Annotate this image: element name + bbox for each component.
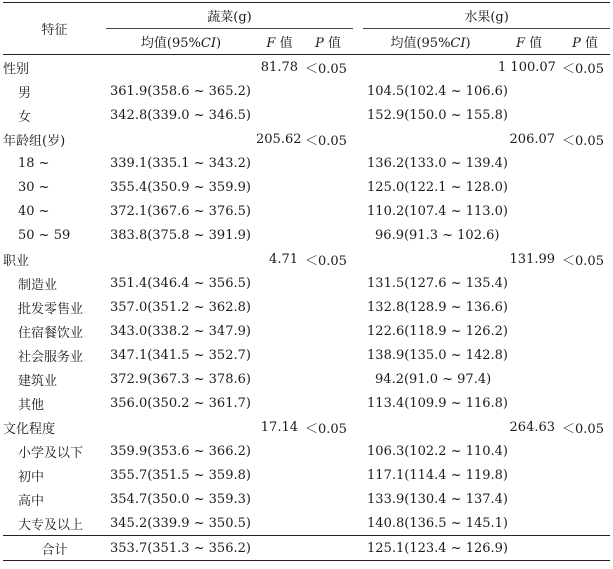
row-label: 50 ~ 59 bbox=[18, 227, 71, 243]
veg-f-value: 4.71 bbox=[269, 251, 298, 267]
row-label: 18 ~ bbox=[18, 155, 50, 171]
veg-f-value: 81.78 bbox=[260, 59, 298, 75]
table-row bbox=[3, 271, 610, 295]
group-label: 性别 bbox=[3, 61, 30, 77]
table-row bbox=[3, 79, 610, 103]
fruit-f-value: 131.99 bbox=[509, 251, 556, 267]
table-row bbox=[3, 487, 610, 511]
header-feature: 特征 bbox=[3, 3, 106, 55]
fruit-mean: 94.2(91.0 ~ 97.4) bbox=[375, 371, 492, 387]
table-row bbox=[3, 175, 610, 199]
row-label: 大专及以上 bbox=[18, 517, 84, 533]
fruit-mean: 138.9(135.0 ~ 142.8) bbox=[367, 347, 508, 363]
fruit-mean: 133.9(130.4 ~ 137.4) bbox=[367, 491, 508, 507]
fruit-mean: 96.9(91.3 ~ 102.6) bbox=[375, 227, 500, 243]
veg-mean: 361.9(358.6 ~ 365.2) bbox=[110, 83, 251, 99]
fruit-mean: 125.0(122.1 ~ 128.0) bbox=[367, 179, 508, 195]
row-label: 建筑业 bbox=[18, 373, 58, 389]
fruit-mean: 136.2(133.0 ~ 139.4) bbox=[367, 155, 508, 171]
veg-mean: 351.4(346.4 ~ 356.5) bbox=[110, 275, 251, 291]
group-row bbox=[3, 415, 610, 439]
group-row bbox=[3, 127, 610, 151]
veg-mean: 345.2(339.9 ~ 350.5) bbox=[110, 515, 251, 531]
fruit-mean: 117.1(114.4 ~ 119.8) bbox=[367, 467, 508, 483]
fruit-f-value: 1 100.07 bbox=[498, 59, 556, 75]
data-table bbox=[3, 2, 610, 561]
table-row bbox=[3, 223, 610, 247]
row-label: 批发零售业 bbox=[18, 301, 84, 317]
table-row bbox=[3, 511, 610, 536]
row-label: 40 ~ bbox=[18, 203, 50, 219]
veg-p-value: ＜0.05 bbox=[305, 61, 347, 77]
fruit-mean: 113.4(109.9 ~ 116.8) bbox=[367, 395, 508, 411]
veg-mean: 355.7(351.5 ~ 359.8) bbox=[110, 467, 251, 483]
veg-f-value: 205.62 bbox=[256, 131, 302, 147]
table-row bbox=[3, 343, 610, 367]
fruit-mean: 110.2(107.4 ~ 113.0) bbox=[367, 203, 508, 219]
table-row bbox=[3, 439, 610, 463]
row-label: 社会服务业 bbox=[18, 349, 84, 365]
fruit-p-value: ＜0.05 bbox=[562, 61, 604, 77]
veg-mean: 372.1(367.6 ~ 376.5) bbox=[110, 203, 251, 219]
veg-mean: 357.0(351.2 ~ 362.8) bbox=[110, 299, 251, 315]
fruit-p-value: ＜0.05 bbox=[562, 133, 604, 149]
veg-f-value: 17.14 bbox=[260, 419, 298, 435]
header-veg-group: 蔬菜(g) bbox=[106, 3, 353, 29]
header-fruit-f: F 值 bbox=[515, 36, 543, 51]
table-row bbox=[3, 463, 610, 487]
row-label: 初中 bbox=[18, 469, 45, 485]
header-fruit-p: P 值 bbox=[572, 36, 598, 51]
row-label: 制造业 bbox=[18, 277, 58, 293]
table-row bbox=[3, 367, 610, 391]
veg-p-value: ＜0.05 bbox=[305, 133, 347, 149]
veg-mean: 339.1(335.1 ~ 343.2) bbox=[110, 155, 251, 171]
group-label: 文化程度 bbox=[3, 421, 56, 437]
group-label: 年龄组(岁) bbox=[3, 133, 66, 149]
fruit-f-value: 206.07 bbox=[509, 131, 556, 147]
row-label: 女 bbox=[18, 109, 32, 125]
fruit-mean: 152.9(150.0 ~ 155.8) bbox=[367, 107, 508, 123]
veg-mean: 342.8(339.0 ~ 346.5) bbox=[110, 107, 251, 123]
veg-p-value: ＜0.05 bbox=[305, 253, 347, 269]
table-row bbox=[3, 151, 610, 175]
fruit-mean: 106.3(102.2 ~ 110.4) bbox=[367, 443, 508, 459]
table-row bbox=[3, 319, 610, 343]
veg-mean: 355.4(350.9 ~ 359.9) bbox=[110, 179, 251, 195]
fruit-p-value: ＜0.05 bbox=[562, 421, 604, 437]
veg-mean: 347.1(341.5 ~ 352.7) bbox=[110, 347, 251, 363]
total-row bbox=[3, 536, 610, 561]
row-label: 30 ~ bbox=[18, 179, 50, 195]
row-label: 其他 bbox=[18, 397, 45, 413]
table-row bbox=[3, 295, 610, 319]
veg-mean: 356.0(350.2 ~ 361.7) bbox=[110, 395, 251, 411]
header-fruit-mean: 均值(95%CI) bbox=[390, 36, 471, 51]
fruit-mean: 122.6(118.9 ~ 126.2) bbox=[367, 323, 508, 339]
fruit-p-value: ＜0.05 bbox=[562, 253, 604, 269]
total-fruit-mean: 125.1(123.4 ~ 126.9) bbox=[367, 540, 508, 556]
table-row bbox=[3, 199, 610, 223]
header-veg-mean: 均值(95%CI) bbox=[140, 36, 222, 51]
veg-mean: 354.7(350.0 ~ 359.3) bbox=[110, 491, 251, 507]
table-row bbox=[3, 103, 610, 127]
fruit-mean: 104.5(102.4 ~ 106.6) bbox=[367, 83, 508, 99]
header-veg-f: F 值 bbox=[266, 36, 293, 51]
veg-p-value: ＜0.05 bbox=[305, 421, 347, 437]
veg-mean: 372.9(367.3 ~ 378.6) bbox=[110, 371, 251, 387]
fruit-mean: 131.5(127.6 ~ 135.4) bbox=[367, 275, 508, 291]
table-body bbox=[3, 55, 610, 561]
row-label: 男 bbox=[18, 85, 32, 101]
total-label: 合计 bbox=[41, 542, 68, 558]
total-veg-mean: 353.7(351.3 ~ 356.2) bbox=[110, 540, 251, 556]
veg-mean: 359.9(353.6 ~ 366.2) bbox=[110, 443, 251, 459]
fruit-mean: 140.8(136.5 ~ 145.1) bbox=[367, 515, 508, 531]
table-row bbox=[3, 391, 610, 415]
veg-mean: 343.0(338.2 ~ 347.9) bbox=[110, 323, 251, 339]
row-label: 住宿餐饮业 bbox=[18, 325, 84, 341]
header-fruit-group: 水果(g) bbox=[363, 3, 610, 29]
row-label: 小学及以下 bbox=[18, 445, 84, 461]
row-label: 高中 bbox=[18, 493, 45, 509]
fruit-mean: 132.8(128.9 ~ 136.6) bbox=[367, 299, 508, 315]
veg-mean: 383.8(375.8 ~ 391.9) bbox=[110, 227, 251, 243]
fruit-f-value: 264.63 bbox=[509, 419, 556, 435]
header-veg-p: P 值 bbox=[315, 36, 341, 51]
group-label: 职业 bbox=[3, 253, 30, 269]
group-row bbox=[3, 247, 610, 271]
group-row bbox=[3, 55, 610, 80]
